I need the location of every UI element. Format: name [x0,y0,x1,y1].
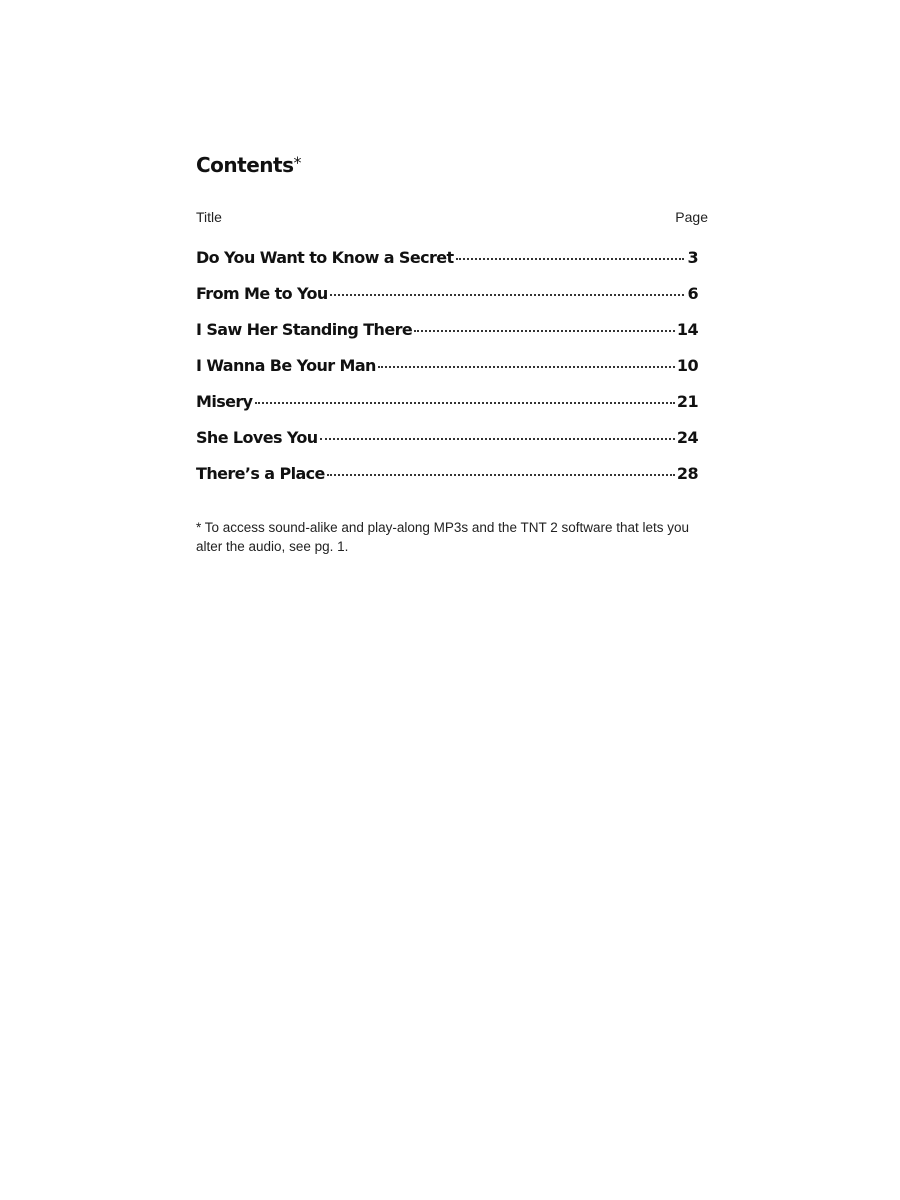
dot-leader [327,474,675,476]
dot-leader [255,402,675,404]
column-headers [196,208,708,226]
dot-leader [330,294,684,296]
toc-entry[interactable] [196,284,698,320]
dot-leader [456,258,684,260]
dot-leader [378,366,675,368]
toc-entry[interactable] [196,248,698,284]
contents-heading [196,150,708,180]
column-header-page: Page [675,209,708,225]
dot-leader [320,438,675,440]
toc-entry-title[interactable]: From Me to You [196,284,328,303]
contents-page [196,150,708,570]
contents-heading-marker: * [293,153,301,172]
toc-entry-page[interactable]: 10 [676,356,698,375]
column-header-title: Title [196,209,222,225]
toc-entry-title[interactable]: I Wanna Be Your Man [196,356,376,375]
toc-entry-title[interactable]: I Saw Her Standing There [196,320,413,339]
toc-entry[interactable] [196,392,698,428]
toc-entry[interactable] [196,428,698,464]
toc-entry[interactable] [196,320,698,356]
toc-entry-page[interactable]: 28 [676,464,698,483]
toc-entry-title[interactable]: There’s a Place [196,464,325,483]
toc-entry[interactable] [196,356,698,392]
footnote: * To access sound-alike and play-along MP3s and the TNT 2 software that lets you alter the audio, see pg. 1. [196,520,690,554]
toc-entry[interactable] [196,464,698,500]
toc-entry-page[interactable]: 21 [676,392,698,411]
toc-entry-title[interactable]: Do You Want to Know a Secret [196,248,454,267]
contents-heading-title: Contents [196,153,294,177]
toc-entry-title[interactable]: She Loves You [196,428,318,447]
dot-leader [414,330,675,332]
toc-entry-page[interactable]: 24 [676,428,698,447]
table-of-contents [196,248,698,500]
toc-entry-page[interactable]: 6 [687,284,698,303]
toc-entry-page[interactable]: 14 [676,320,698,339]
toc-entry-page[interactable]: 3 [687,248,698,267]
toc-entry-title[interactable]: Misery [196,392,253,411]
